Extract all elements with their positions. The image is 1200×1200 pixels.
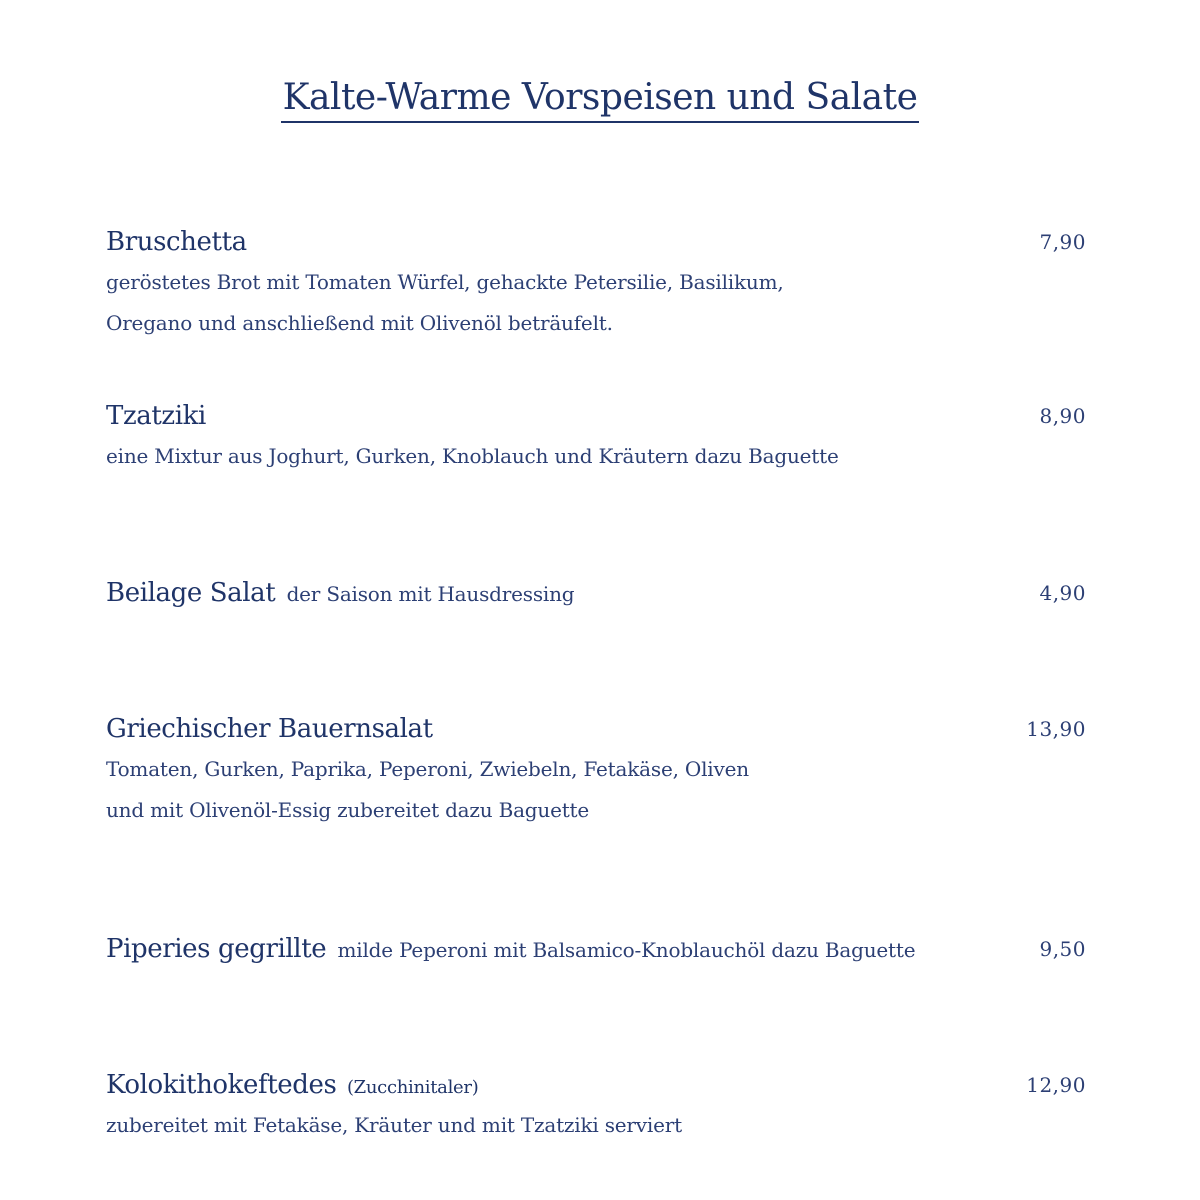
menu-item-description-line: geröstetes Brot mit Tomaten Würfel, gehackte Petersilie, Basilikum, bbox=[106, 270, 784, 294]
menu-item-header bbox=[106, 1065, 1086, 1105]
menu-item-price: 13,90 bbox=[1026, 717, 1086, 741]
menu-item-name: Piperies gegrillte bbox=[106, 934, 327, 964]
menu-item-description-line: eine Mixtur aus Joghurt, Gurken, Knoblauch und Kräutern dazu Baguette bbox=[106, 444, 839, 468]
menu-item-name: Beilage Salat bbox=[106, 578, 276, 608]
menu-item-header bbox=[106, 709, 1086, 749]
menu-item-header bbox=[106, 396, 1086, 436]
menu-item-description-line: Tomaten, Gurken, Paprika, Peperoni, Zwiebeln, Fetakäse, Oliven bbox=[106, 757, 749, 781]
menu-item-bruschetta bbox=[106, 222, 1086, 344]
menu-item-price: 12,90 bbox=[1026, 1073, 1086, 1097]
menu-item-name-note: (Zucchinitaler) bbox=[341, 1077, 479, 1098]
menu-item-header bbox=[106, 573, 1086, 613]
menu-item-beilage-salat bbox=[106, 573, 1086, 613]
menu-item-tzatziki bbox=[106, 396, 1086, 477]
menu-item-price: 9,50 bbox=[1039, 937, 1086, 961]
menu-item-price: 4,90 bbox=[1039, 581, 1086, 605]
menu-item-price: 7,90 bbox=[1039, 230, 1086, 254]
page-title-text: Kalte-Warme Vorspeisen und Salate bbox=[281, 76, 920, 123]
menu-item-name: Tzatziki bbox=[106, 401, 206, 431]
menu-item-header bbox=[106, 222, 1086, 262]
menu-item-piperies-gegrillte bbox=[106, 929, 1086, 969]
menu-item-name: Griechischer Bauernsalat bbox=[106, 714, 433, 744]
menu-item-kolokithokeftedes bbox=[106, 1065, 1086, 1146]
menu-item-inline-description: der Saison mit Hausdressing bbox=[280, 582, 575, 606]
page-title bbox=[0, 76, 1200, 123]
menu-item-griechischer-bauernsalat bbox=[106, 709, 1086, 831]
menu-item-description-line: zubereitet mit Fetakäse, Kräuter und mit Tzatziki serviert bbox=[106, 1113, 682, 1137]
menu-item-header bbox=[106, 929, 1086, 969]
menu-item-inline-description: milde Peperoni mit Balsamico-Knoblauchöl dazu Baguette bbox=[331, 938, 916, 962]
menu-item-name: Kolokithokeftedes bbox=[106, 1070, 337, 1100]
menu-item-price: 8,90 bbox=[1039, 404, 1086, 428]
menu-item-name: Bruschetta bbox=[106, 227, 247, 257]
menu-item-description-line: und mit Olivenöl-Essig zubereitet dazu Baguette bbox=[106, 798, 590, 822]
menu-item-description-line: Oregano und anschließend mit Olivenöl beträufelt. bbox=[106, 311, 613, 335]
